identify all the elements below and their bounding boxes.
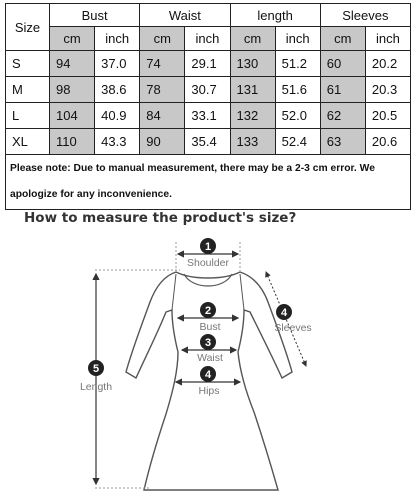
size-label: L xyxy=(6,103,50,129)
table-header-row xyxy=(6,4,411,27)
column-header-bust: Bust xyxy=(50,4,140,27)
length-inch: 51.2 xyxy=(275,51,320,77)
table-row xyxy=(6,129,411,155)
sleeves-inch: 20.2 xyxy=(365,51,410,77)
bust-inch: 37.0 xyxy=(95,51,140,77)
bust-cm: 110 xyxy=(50,129,95,155)
unit-cm: cm xyxy=(50,27,95,51)
length-cm: 133 xyxy=(230,129,275,155)
unit-inch: inch xyxy=(275,27,320,51)
sleeves-cm: 63 xyxy=(320,129,365,155)
sleeves-cm: 62 xyxy=(320,103,365,129)
size-header: Size xyxy=(6,4,50,51)
waist-inch: 35.4 xyxy=(185,129,230,155)
waist-inch: 30.7 xyxy=(185,77,230,103)
table-row xyxy=(6,51,411,77)
length-inch: 51.6 xyxy=(275,77,320,103)
bust-label: Bust xyxy=(199,321,221,333)
column-header-sleeves: Sleeves xyxy=(320,4,410,27)
table-row xyxy=(6,103,411,129)
size-table xyxy=(5,3,411,210)
table-row xyxy=(6,77,411,103)
marker-2-number: 2 xyxy=(204,305,212,317)
marker-sleeves-number: 4 xyxy=(280,307,288,319)
unit-inch: inch xyxy=(185,27,230,51)
size-label: S xyxy=(6,51,50,77)
bust-inch: 40.9 xyxy=(95,103,140,129)
unit-cm: cm xyxy=(230,27,275,51)
waist-cm: 74 xyxy=(140,51,185,77)
bust-inch: 38.6 xyxy=(95,77,140,103)
sleeves-cm: 61 xyxy=(320,77,365,103)
measure-guide-title: How to measure the product's size? xyxy=(24,210,297,226)
length-label: Length xyxy=(79,381,113,393)
shoulder-label: Shoulder xyxy=(186,257,230,269)
bust-cm: 98 xyxy=(50,77,95,103)
sleeves-inch: 20.6 xyxy=(365,129,410,155)
marker-5-number: 5 xyxy=(92,363,100,375)
waist-cm: 84 xyxy=(140,103,185,129)
bust-cm: 94 xyxy=(50,51,95,77)
waist-cm: 90 xyxy=(140,129,185,155)
length-cm: 131 xyxy=(230,77,275,103)
unit-inch: inch xyxy=(365,27,410,51)
unit-cm: cm xyxy=(320,27,365,51)
bust-cm: 104 xyxy=(50,103,95,129)
column-header-waist: Waist xyxy=(140,4,230,27)
length-cm: 130 xyxy=(230,51,275,77)
marker-3-number: 3 xyxy=(204,337,212,349)
hips-label: Hips xyxy=(198,385,220,397)
unit-row xyxy=(6,27,411,51)
note-row xyxy=(6,155,411,210)
waist-inch: 29.1 xyxy=(185,51,230,77)
waist-inch: 33.1 xyxy=(185,103,230,129)
marker-4-number: 4 xyxy=(204,369,212,381)
waist-cm: 78 xyxy=(140,77,185,103)
size-label: M xyxy=(6,77,50,103)
sleeves-cm: 60 xyxy=(320,51,365,77)
size-label: XL xyxy=(6,129,50,155)
sleeves-inch: 20.5 xyxy=(365,103,410,129)
sleeves-label: Sleeves xyxy=(274,322,312,334)
length-inch: 52.4 xyxy=(275,129,320,155)
waist-label: Waist xyxy=(197,352,223,364)
dress-measurement-diagram xyxy=(0,232,416,493)
sleeves-inch: 20.3 xyxy=(365,77,410,103)
bust-inch: 43.3 xyxy=(95,129,140,155)
unit-cm: cm xyxy=(140,27,185,51)
length-inch: 52.0 xyxy=(275,103,320,129)
column-header-length: length xyxy=(230,4,320,27)
unit-inch: inch xyxy=(95,27,140,51)
measurement-note: Please note: Due to manual measurement, there may be a 2-3 cm error. We apologize for any inconvenience. xyxy=(6,155,411,210)
marker-1-number: 1 xyxy=(204,241,212,253)
length-cm: 132 xyxy=(230,103,275,129)
